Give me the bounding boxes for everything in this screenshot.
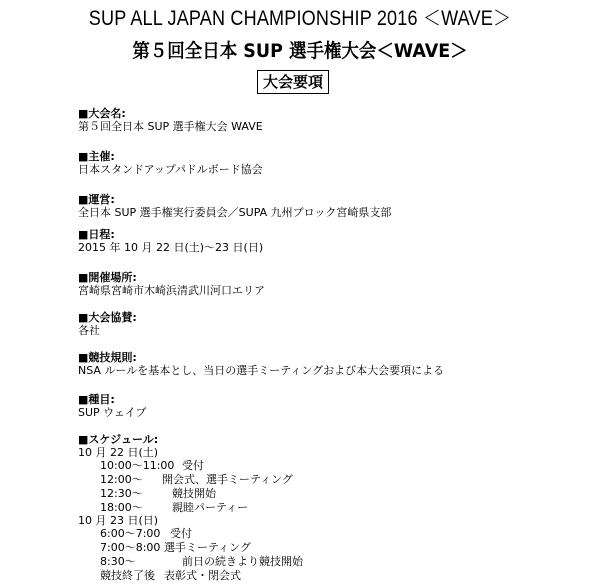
schedule-day-1-item-1-event: 受付: [182, 459, 204, 472]
section-label-sponsors: ■大会協賛:: [78, 311, 137, 324]
schedule-day-1-item-1-time: 10:00～11:00: [100, 459, 175, 472]
title-english: SUP ALL JAPAN CHAMPIONSHIP 2016 ＜WAVE＞: [88, 7, 512, 30]
section-value-venue: 宮崎県宮崎市木崎浜清武川河口エリア: [78, 284, 265, 297]
section-label-organizer: ■主催:: [78, 150, 115, 163]
section-value-rules: NSA ルールを基本とし、当日の選手ミーティングおよび本大会要項による: [78, 364, 445, 377]
schedule-day-2-item-3-time: 8:30～: [100, 555, 136, 568]
title-japanese: 第５回全日本 SUP 選手権大会＜WAVE＞: [132, 40, 468, 62]
section-label-schedule-dates: ■日程:: [78, 228, 115, 241]
schedule-day-1-item-4-time: 18:00～: [100, 501, 143, 514]
schedule-day-2-item-1-time: 6:00～7:00: [100, 527, 161, 540]
section-value-organizer: 日本スタンドアップパドルボード協会: [78, 163, 263, 176]
section-value-sponsors: 各社: [78, 324, 100, 337]
section-value-management: 全日本 SUP 選手権実行委員会／SUPA 九州ブロック宮崎県支部: [78, 206, 392, 219]
section-value-schedule-dates: 2015 年 10 月 22 日(土)～23 日(日): [78, 241, 264, 254]
schedule-day-2-item-4-time: 競技終了後: [100, 569, 155, 582]
section-label-timetable: ■スケジュール:: [78, 433, 159, 446]
section-label-venue: ■開催場所:: [78, 271, 137, 284]
section-label-event-name: ■大会名:: [78, 107, 126, 120]
schedule-day-1-date: 10 月 22 日(土): [78, 446, 159, 459]
section-label-management: ■運営:: [78, 193, 115, 206]
schedule-day-2-item-2-event: 選手ミーティング: [164, 541, 251, 554]
section-label-rules: ■競技規則:: [78, 351, 137, 364]
schedule-day-2-item-2-time: 7:00～8:00: [100, 541, 161, 554]
schedule-day-1-item-3-event: 競技開始: [172, 487, 216, 500]
schedule-day-1-item-2-time: 12:00～: [100, 473, 143, 486]
schedule-day-2-item-4-event: 表彰式・閉会式: [164, 569, 241, 582]
schedule-day-2-item-1-event: 受付: [170, 527, 192, 540]
schedule-day-1-item-4-event: 親睦パーティー: [172, 501, 249, 514]
section-heading-taikai-yoko: 大会要項: [257, 70, 329, 94]
schedule-day-1-item-3-time: 12:30～: [100, 487, 143, 500]
section-value-category: SUP ウェイブ: [78, 406, 147, 419]
section-value-event-name: 第５回全日本 SUP 選手権大会 WAVE: [78, 120, 263, 133]
section-label-category: ■種目:: [78, 393, 115, 406]
schedule-day-2-item-3-event: 前日の続きより競技開始: [182, 555, 303, 568]
schedule-day-1-item-2-event: 開会式、選手ミーティング: [162, 473, 293, 486]
schedule-day-2-date: 10 月 23 日(日): [78, 514, 159, 527]
